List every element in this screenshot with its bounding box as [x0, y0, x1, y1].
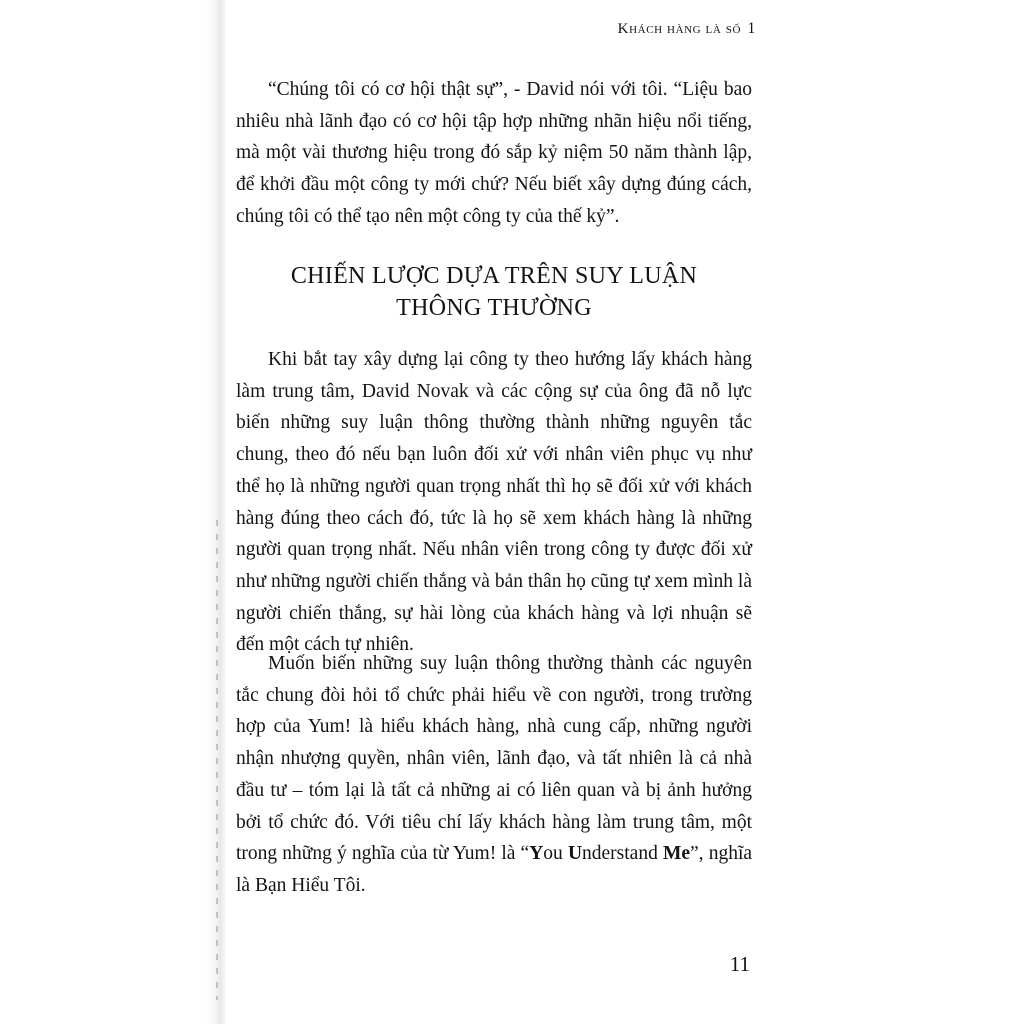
section-heading-line-1: CHIẾN LƯỢC DỰA TRÊN SUY LUẬN: [290, 263, 698, 289]
section-heading-line-2: THÔNG THƯỜNG: [396, 295, 592, 321]
paragraph-3: [236, 648, 752, 902]
section-heading: [236, 260, 752, 324]
paragraph-2: Khi bắt tay xây dựng lại công ty theo hướng lấy khách hàng làm trung tâm, David Novak và các cộng sự của ông đã nỗ lực biến những suy luận thông thường thành những nguyên tắc chung, theo đó nếu bạn luôn đối xử với nhân viên phục vụ như thể họ là những người quan trọng nhất thì họ sẽ đối xử với khách hàng đúng theo cách đó, tức là họ sẽ xem khách hàng là những người quan trọng nhất. Nếu nhân viên trong công ty được đối xử như những người chiến thắng và bản thân họ cũng tự xem mình là người chiến thắng, sự hài lòng của khách hàng và lợi nhuận sẽ đến một cách tự nhiên.: [236, 349, 752, 656]
paragraph-3-ending: ”, nghĩa là Bạn Hiểu Tôi.: [236, 843, 753, 896]
acronym-letter-me: Me: [662, 843, 691, 865]
page-spine-marks: [216, 520, 218, 1000]
paragraph-1: “Chúng tôi có cơ hội thật sự”, - David nói với tôi. “Liệu bao nhiêu nhà lãnh đạo có cơ hội tập hợp những nhãn hiệu nổi tiếng, mà một vài thương hiệu trong đó sắp kỷ niệm 50 năm thành lập, để khởi đầu một công ty mới chứ? Nếu biết xây dựng đúng cách, chúng tôi có thể tạo nên một công ty của thế kỷ”.: [236, 79, 752, 227]
running-head-number: 1: [747, 20, 756, 37]
acronym-letter-y: Y: [529, 843, 544, 865]
acronym-text-nderstand: nderstand: [582, 843, 663, 865]
paragraph-3-text: Muốn biến những suy luận thông thường thành các nguyên tắc chung đòi hỏi tổ chức phải hiểu về con người, trong trường hợp của Yum! là hiểu khách hàng, nhà cung cấp, những người nhận nhượng quyền, nhân viên, lãnh đạo, và tất nhiên là cả nhà đầu tư – tóm lại là tất cả những ai có liên quan và bị ảnh hưởng bởi tổ chức đó. Với tiêu chí lấy khách hàng làm trung tâm, một trong những ý nghĩa của từ Yum! là “: [236, 653, 752, 865]
page-number: 11: [729, 952, 750, 976]
running-head-title: Khách hàng là số: [617, 21, 742, 37]
acronym-letter-u: U: [567, 843, 583, 865]
acronym-text-ou: ou: [543, 843, 568, 865]
running-head: [618, 20, 756, 38]
